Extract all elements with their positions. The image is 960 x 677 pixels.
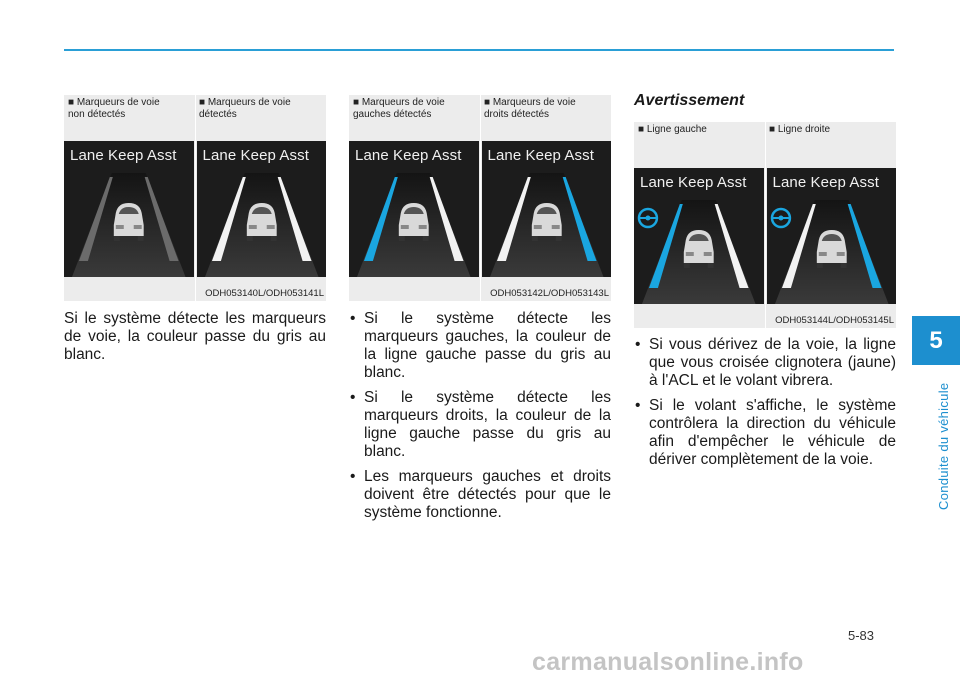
figure-caption-label: ■ Marqueurs de voie droits détectés xyxy=(484,97,576,120)
cluster-display xyxy=(349,141,479,277)
top-rule xyxy=(64,49,894,51)
car-icon xyxy=(531,203,561,241)
list-item: • Si le système détecte les marqueurs droits, la couleur de la ligne gauche passe du gris au blanc. xyxy=(349,389,611,461)
figure-caption-label: ■ Marqueurs de voie non détectés xyxy=(68,97,160,120)
cluster-display xyxy=(634,168,764,304)
cluster-display xyxy=(64,141,194,277)
watermark: carmanualsonline.info xyxy=(532,648,804,676)
column2-text xyxy=(349,310,611,529)
figure-caption-label: ■ Ligne gauche xyxy=(638,124,707,135)
screen-title: Lane Keep Asst xyxy=(355,147,462,164)
figure-caption-label: ■ Ligne droite xyxy=(769,124,831,135)
steering-wheel-icon xyxy=(639,209,657,227)
screen-title: Lane Keep Asst xyxy=(487,147,594,164)
figure-lane-markers-detection xyxy=(64,95,326,301)
figure-code: ODH053144L/ODH053145L xyxy=(775,315,894,326)
column3-text xyxy=(634,336,896,476)
screen-title: Lane Keep Asst xyxy=(640,174,747,191)
car-icon xyxy=(816,230,846,268)
figure-code: ODH053142L/ODH053143L xyxy=(490,288,609,299)
car-icon xyxy=(399,203,429,241)
car-icon xyxy=(114,203,144,241)
column1-paragraph: Si le système détecte les marqueurs de voie, la couleur passe du gris au blanc. xyxy=(64,310,326,363)
car-icon xyxy=(684,230,714,268)
warning-heading: Avertissement xyxy=(634,92,745,109)
column2-bullet-list xyxy=(349,310,611,522)
chapter-number-tab: 5 xyxy=(912,316,960,365)
car-icon xyxy=(246,203,276,241)
cluster-screens xyxy=(349,141,611,277)
cluster-screens xyxy=(64,141,326,277)
figure-lane-warning xyxy=(634,122,896,328)
list-item: • Si le volant s'affiche, le système contrôlera la direction du véhicule afin d'empêcher le véhicule de dériver complètement de la voie. xyxy=(634,397,896,469)
screen-title: Lane Keep Asst xyxy=(70,147,177,164)
cluster-screens xyxy=(634,168,896,304)
cluster-display xyxy=(197,141,327,277)
list-item: • Si vous dérivez de la voie, la ligne que vous croisée clignotera (jaune) à l'ACL et le volant vibrera. xyxy=(634,336,896,390)
chapter-title: Conduite du véhicule xyxy=(936,382,951,510)
page-number: 5-83 xyxy=(848,628,875,643)
screen-title: Lane Keep Asst xyxy=(772,174,879,191)
figure-left-right-markers xyxy=(349,95,611,301)
list-item: • Si le système détecte les marqueurs gauches, la couleur de la ligne gauche passe du gris au blanc. xyxy=(349,310,611,382)
figure-code: ODH053140L/ODH053141L xyxy=(205,288,324,299)
figure-caption-label: ■ Marqueurs de voie gauches détectés xyxy=(353,97,445,120)
screen-title: Lane Keep Asst xyxy=(202,147,309,164)
cluster-display xyxy=(482,141,612,277)
cluster-display xyxy=(767,168,897,304)
column3-bullet-list xyxy=(634,336,896,469)
list-item: • Les marqueurs gauches et droits doivent être détectés pour que le système fonctionne. xyxy=(349,468,611,522)
steering-wheel-icon xyxy=(771,209,789,227)
figure-caption-label: ■ Marqueurs de voie détectés xyxy=(199,97,291,120)
